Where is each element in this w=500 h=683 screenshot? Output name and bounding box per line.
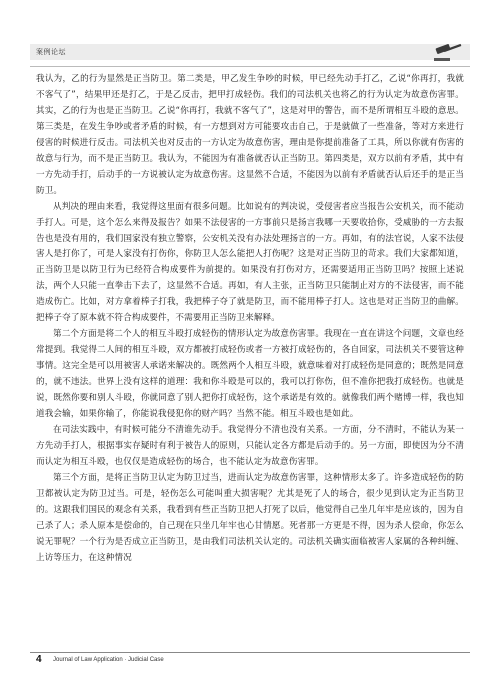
paragraph-4: 在司法实践中，有时候可能分不清谁先动手。我觉得分不清也没有关系。一方面，分不清时，不能认为某一方先动手打人，根据事实存疑时有利于被告人的原则，只能认定各方都是后动手的。另一方面，即使因为分不清而认定为相互斗殴，也仅仅是造成轻伤的场合，也不能认定为故意伤害罪。 — [36, 424, 464, 467]
gavel-icon — [430, 40, 470, 64]
header-bar — [30, 44, 470, 60]
header-divider — [30, 66, 470, 67]
page-number: 4 — [36, 654, 42, 665]
paragraph-5: 第三个方面，是将正当防卫认定为防卫过当，进而认定为故意伤害罪，这种情形太多了。许多造成轻伤的防卫都被认定为防卫过当。可是，轻伤怎么可能叫重大损害呢？尤其是死了人的场合，很少见到认定为正当防卫的。这跟我们国民的观念有关系，我看到有些正当防卫把人打死了以后，他觉得自己坐几年牢是应该的，因为自己杀了人；杀人原本是偿命的，自己现在只坐几年牢也心甘情愿。死者那一方更是不得，因为杀人偿命，你怎么说无罪呢？一个行为是否成立正当防卫，是由我们司法机关认定的。司法机关确实面临被害人家属的各种纠缠、上访等压力，在这种情况 — [36, 472, 464, 563]
footer-divider — [30, 652, 470, 653]
section-label: 案例论坛 — [36, 48, 66, 56]
journal-name: Journal of Law Application · Judicial Case — [53, 657, 164, 663]
article-body — [36, 72, 464, 567]
paragraph-2: 从判决的理由来看，我觉得这里面有很多问题。比如说有的判决说，受侵害者应当报告公安机关，而不能动手打人。可是，这个怎么来得及报告？如果不法侵害的一方事前只是扬言我哪一天要收拾你，受威胁的一方去报告也是没有用的，我们国家没有独立警察，公安机关没有办法处理扬言的一方。再如，有的法官说，人家不法侵害人是打你了，可是人家没有打伤你，你防卫人怎么能把人打伤呢？这是对正当防卫的苛求。我们大家都知道，正当防卫是以防卫行为已经符合构成要件为前提的。如果没有打伤对方，还需要适用正当防卫吗？按照上述说法，两个人只能一直拳击下去了，这显然不合适。再如，有人主张，正当防卫只能制止对方的不法侵害，而不能造成伤亡。比如，对方拿着棒子打我，我把棒子夺了就是防卫，而不能用棒子打人。这也是对正当防卫的曲解。把棒子夺了原本就不符合构成要件，不需要用正当防卫来解释。 — [36, 201, 464, 324]
paragraph-1: 我认为，乙的行为显然是正当防卫。第二类是，甲乙发生争吵的时候，甲已经先动手打乙，乙说“你再打，我就不客气了”，结果甲还是打乙，于是乙反击，把甲打成轻伤。我们的司法机关也将乙的行为认定为故意伤害罪。其实，乙的行为也是正当防卫。乙说“你再打，我就不客气了”，这是对甲的警告，而不是所谓相互斗殴的意思。第三类是，在发生争吵或者矛盾的时候，有一方想到对方可能要攻击自己，于是就做了一些准备，等对方来进行侵害的时候进行反击。司法机关也对反击的一方认定为故意伤害，理由是你提前准备了工具，所以你就有伤害的故意与行为，而不是正当防卫。我认为，不能因为有准备就否认正当防卫。第四类是，双方以前有矛盾，其中有一方先动手打，后动手的一方说被认定为故意伤害。这显然不合适，不能因为以前有矛盾就否认后还手的是正当防卫。 — [36, 74, 464, 196]
paragraph-3: 第二个方面是将二个人的相互斗殴打成轻伤的情形认定为故意伤害罪。我现在一直在讲这个问题，文章也经常提到。我觉得二人间的相互斗殴，双方都被打成轻伤或者一方被打成轻伤的，各自回家，司法机关不要管这种事情。这完全是可以用被害人承诺来解决的。既然两个人相互斗殴，就意味着对打成轻伤是同意的；既然是同意的，就不违法。世界上没有这样的道理：我和你斗殴是可以的，我可以打你伤，但不准你把我打成轻伤。也就是说，既然你要和别人斗殴，你就同意了别人把你打成轻伤，这个承诺是有效的。就像我们两个赌博一样，我也知道我会输，如果你输了，你能说我侵犯你的财产吗？当然不能。相互斗殴也是如此。 — [36, 329, 464, 420]
